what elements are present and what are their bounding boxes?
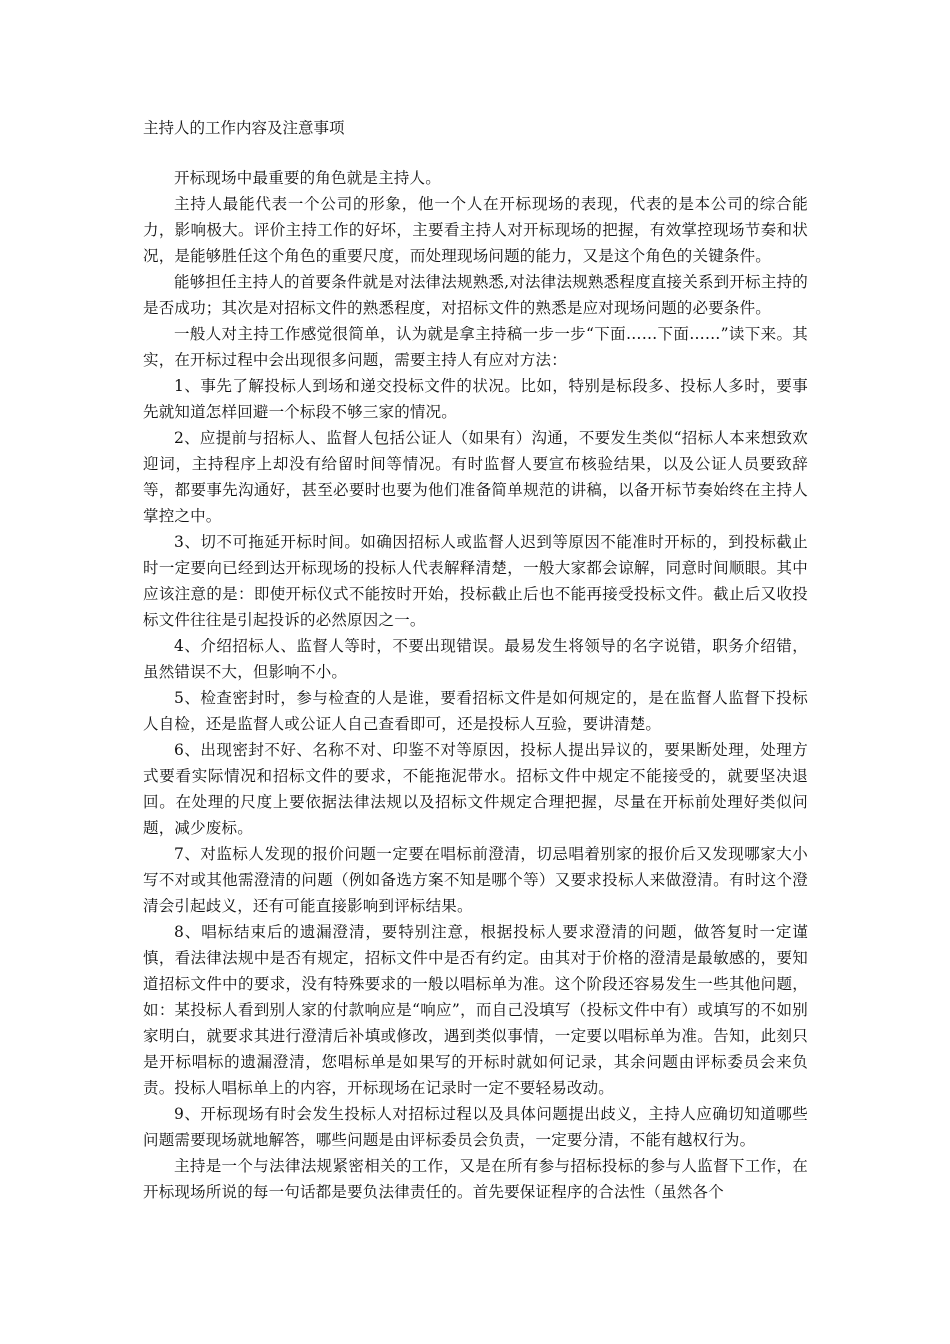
paragraph-item-5: 5、检查密封时，参与检查的人是谁，要看招标文件是如何规定的，是在监督人监督下投标人自检，还是监督人或公证人自己查看即可，还是投标人互验，要讲清楚。	[143, 689, 808, 733]
paragraph-intro: 开标现场中最重要的角色就是主持人。	[174, 169, 441, 187]
paragraph-item-1: 1、事先了解投标人到场和递交投标文件的状况。比如，特别是标段多、投标人多时，要事先就知道怎样回避一个标段不够三家的情况。	[143, 377, 808, 421]
paragraph-item-9: 9、开标现场有时会发生投标人对招标过程以及具体问题提出歧义，主持人应确切知道哪些问题需要现场就地解答，哪些问题是由评标委员会负责，一定要分清，不能有越权行为。	[143, 1105, 808, 1149]
paragraph-item-4: 4、介绍招标人、监督人等时，不要出现错误。最易发生将领导的名字说错，职务介绍错，虽然错误不大，但影响不小。	[143, 637, 808, 681]
paragraph-item-8: 8、唱标结束后的遗漏澄清，要特别注意，根据投标人要求澄清的问题，做答复时一定谨慎，看法律法规中是否有规定，招标文件中是否有约定。由其对于价格的澄清是最敏感的，要知道招标文件中的要求，没有特殊要求的一般以唱标单为准。这个阶段还容易发生一些其他问题，如：某投标人看到别人家的付款响应是“响应”，而自己没填写（投标文件中有）或填写的不如别家明白，就要求其进行澄清后补填或修改，遇到类似事情，一定要以唱标单为准。告知，此刻只是开标唱标的遗漏澄清，您唱标单是如果写的开标时就如何记录，其余问题由评标委员会来负责。投标人唱标单上的内容，开标现场在记录时一定不要轻易改动。	[143, 923, 808, 1097]
document-title: 主持人的工作内容及注意事项	[143, 119, 345, 137]
paragraph-item-3: 3、切不可拖延开标时间。如确因招标人或监督人迟到等原因不能准时开标的，到投标截止时一定要向已经到达开标现场的投标人代表解释清楚，一般大家都会谅解，同意时间顺眼。其中应该注意的是：即使开标仪式不能按时开始，投标截止后也不能再接受投标文件。截止后又收投标文件往往是引起投诉的必然原因之一。	[143, 533, 808, 629]
paragraph-common-view: 一般人对主持工作感觉很简单，认为就是拿主持稿一步一步“下面……下面……”读下来。其实，在开标过程中会出现很多问题，需要主持人有应对方法：	[143, 325, 808, 369]
document-body	[143, 165, 808, 1205]
paragraph-host-image: 主持人最能代表一个公司的形象，他一个人在开标现场的表现，代表的是本公司的综合能力，影响极大。评价主持工作的好坏，主要看主持人对开标现场的把握，有效掌控现场节奏和状况，是能够胜任这个角色的重要尺度，而处理现场问题的能力，又是这个角色的关键条件。	[143, 195, 808, 265]
paragraph-item-2: 2、应提前与招标人、监督人包括公证人（如果有）沟通，不要发生类似“招标人本来想致欢迎词，主持程序上却没有给留时间等情况。有时监督人要宣布核验结果，以及公证人员要致辞等，都要事先沟通好，甚至必要时也要为他们准备简单规范的讲稿，以备开标节奏始终在主持人掌控之中。	[143, 429, 808, 525]
paragraph-item-7: 7、对监标人发现的报价问题一定要在唱标前澄清，切忌唱着别家的报价后又发现哪家大小写不对或其他需澄清的问题（例如备选方案不知是哪个等）又要求投标人来做澄清。有时这个澄清会引起歧义，还有可能直接影响到评标结果。	[143, 845, 808, 915]
paragraph-requirements: 能够担任主持人的首要条件就是对法律法规熟悉,对法律法规熟悉程度直接关系到开标主持的是否成功；其次是对招标文件的熟悉程度，对招标文件的熟悉是应对现场问题的必要条件。	[143, 273, 808, 317]
paragraph-closing: 主持是一个与法律法规紧密相关的工作，又是在所有参与招标投标的参与人监督下工作，在开标现场所说的每一句话都是要负法律责任的。首先要保证程序的合法性（虽然各个	[143, 1157, 808, 1201]
paragraph-item-6: 6、出现密封不好、名称不对、印鉴不对等原因，投标人提出异议的，要果断处理，处理方式要看实际情况和招标文件的要求，不能拖泥带水。招标文件中规定不能接受的，就要坚决退回。在处理的尺度上要依据法律法规以及招标文件规定合理把握，尽量在开标前处理好类似问题，减少废标。	[143, 741, 808, 837]
